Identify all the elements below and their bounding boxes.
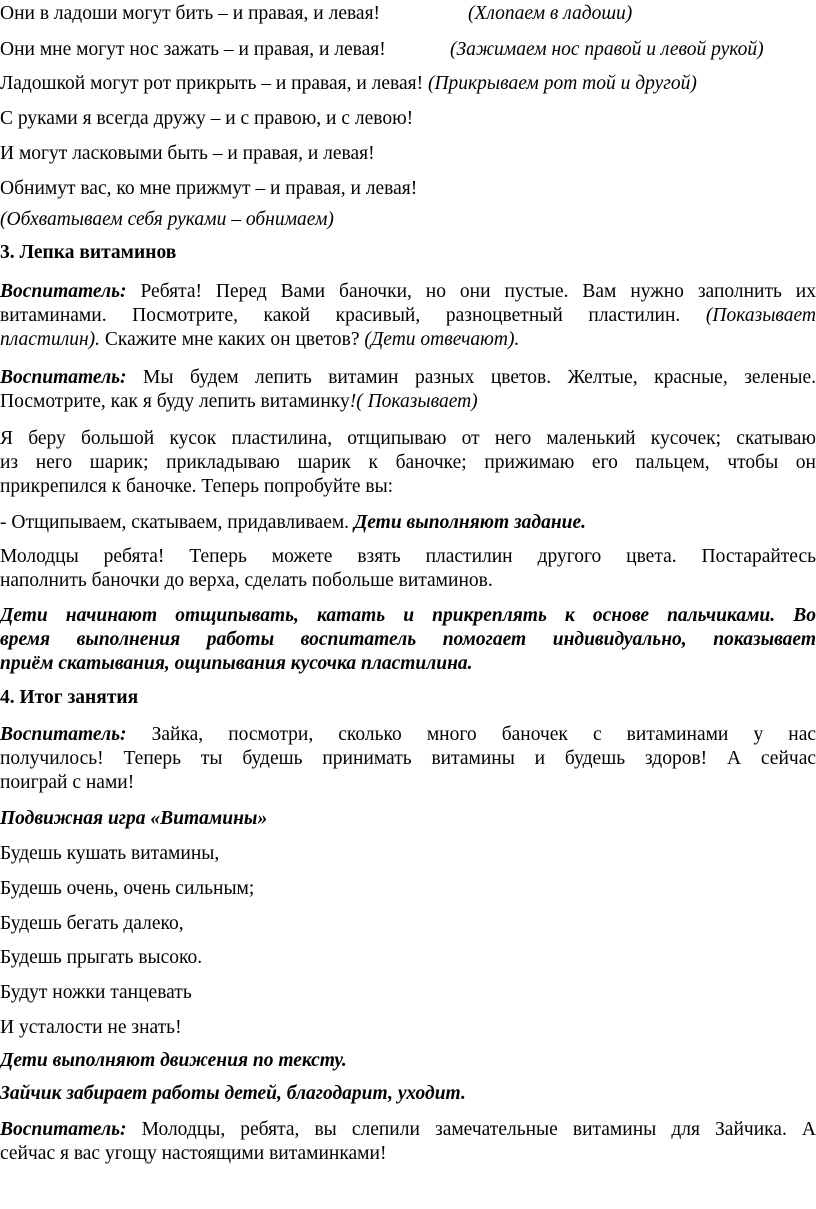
final-line-2: сейчас я вас угощу настоящими витаминками! [0,1143,387,1164]
s3-p4-text: - Отщипываем, скатываем, придавливаем. [0,512,350,533]
speaker-label: Воспитатель: [0,281,127,302]
s3-p1-line-2 [0,304,816,328]
game-line-5: Будут ножки танцевать [0,982,192,1003]
s3-p2-line-1 [0,366,816,390]
s4-p1-line-2: получилось! Теперь ты будешь принимать витамины и будешь здоров! А сейчас [0,748,816,769]
game-line-2: Будешь очень, очень сильным; [0,878,255,899]
poem-line-2 [0,38,816,62]
s3-p5-line-2: наполнить баночки до верха, сделать побольше витаминов. [0,570,493,591]
s3-p1-line-1-text: Ребята! Перед Вами баночки, но они пустые. Вам нужно заполнить их [140,281,816,302]
game-line-4: Будешь прыгать высоко. [0,947,203,968]
s3-p1-line-3-text: Скажите мне каких он цветов? [104,329,360,350]
poem-line-4: С руками я всегда дружу – и с правою, и с левою! [0,108,414,129]
s3-p6-line-3: приём скатывания, ощипывания кусочка пластилина. [0,653,473,674]
s3-p2-line-2 [0,390,816,414]
s3-p3-line-2: из него шарик; прикладываю шарик к баночке; прижимаю его пальцем, чтобы он [0,452,816,473]
poem-line-6: Обнимут вас, ко мне прижмут – и правая, и левая! [0,178,418,199]
s3-p1-line-2-text: витаминами. Посмотрите, какой красивый, разноцветный пластилин. [0,305,681,326]
s3-p3-line-3: прикрепился к баночке. Теперь попробуйте вы: [0,476,394,497]
poem-line-1-text: Они в ладоши могут бить – и правая, и левая! [0,3,381,24]
section-4-heading: 4. Итог занятия [0,687,139,708]
poem-line-1 [0,2,816,26]
poem-line-1-note: (Хлопаем в ладоши) [468,3,633,24]
s3-p6-line-1: Дети начинают отщипывать, катать и прикреплять к основе пальчиками. Во [0,605,816,626]
section-3-heading: 3. Лепка витаминов [0,242,177,263]
s3-p1-line-3-note: пластилин). [0,329,101,350]
game-line-6: И усталости не знать! [0,1017,182,1038]
game-title: Подвижная игра «Витамины» [0,808,268,829]
s3-p2-line-1-text: Мы будем лепить витамин разных цветов. Желтые, красные, зеленые. [143,367,816,388]
poem-line-2-text: Они мне могут нос зажать – и правая, и левая! [0,39,386,60]
poem-line-3-note: (Прикрываем рот той и другой) [427,73,697,94]
s3-p4-line [0,511,816,535]
s3-p3-line-1: Я беру большой кусок пластилина, отщипываю от него маленький кусочек; скатываю [0,428,816,449]
movement-note: Дети выполняют движения по тексту. [0,1050,347,1071]
bunny-note: Зайчик забирает работы детей, благодарит, уходит. [0,1083,466,1104]
poem-line-3-text: Ладошкой могут рот прикрыть – и правая, и левая! [0,73,424,94]
s3-p1-line-3-answer: (Дети отвечают). [364,329,520,350]
poem-line-7: (Обхватываем себя руками – обнимаем) [0,209,334,230]
s3-p5-line-1: Молодцы ребята! Теперь можете взять пластилин другого цвета. Постарайтесь [0,546,816,567]
s3-p2-line-2-note: !( Показывает) [349,391,478,412]
s3-p6-line-2: время выполнения работы воспитатель помогает индивидуально, показывает [0,629,816,650]
s3-p1-line-2-note: (Показывает [705,305,816,326]
speaker-label: Воспитатель: [0,724,127,745]
s3-p1-line-3 [0,328,816,352]
poem-line-2-note: (Зажимаем нос правой и левой рукой) [450,39,764,60]
final-line-1 [0,1118,816,1142]
poem-line-3 [0,72,816,96]
game-line-1: Будешь кушать витамины, [0,843,220,864]
speaker-label: Воспитатель: [0,1119,127,1140]
poem-line-5: И могут ласковыми быть – и правая, и левая! [0,143,375,164]
s3-p2-line-2-text: Посмотрите, как я буду лепить витаминку [0,391,350,412]
s4-p1-line-1-text: Зайка, посмотри, сколько много баночек с витаминами у нас [151,724,816,745]
s4-p1-line-1 [0,723,816,747]
game-line-3: Будешь бегать далеко, [0,913,184,934]
speaker-label: Воспитатель: [0,367,127,388]
s4-p1-line-3: поиграй с нами! [0,772,135,793]
final-line-1-text: Молодцы, ребята, вы слепили замечательные витамины для Зайчика. А [141,1119,816,1140]
s3-p1-line-1 [0,280,816,304]
s3-p4-note: Дети выполняют задание. [353,512,587,533]
